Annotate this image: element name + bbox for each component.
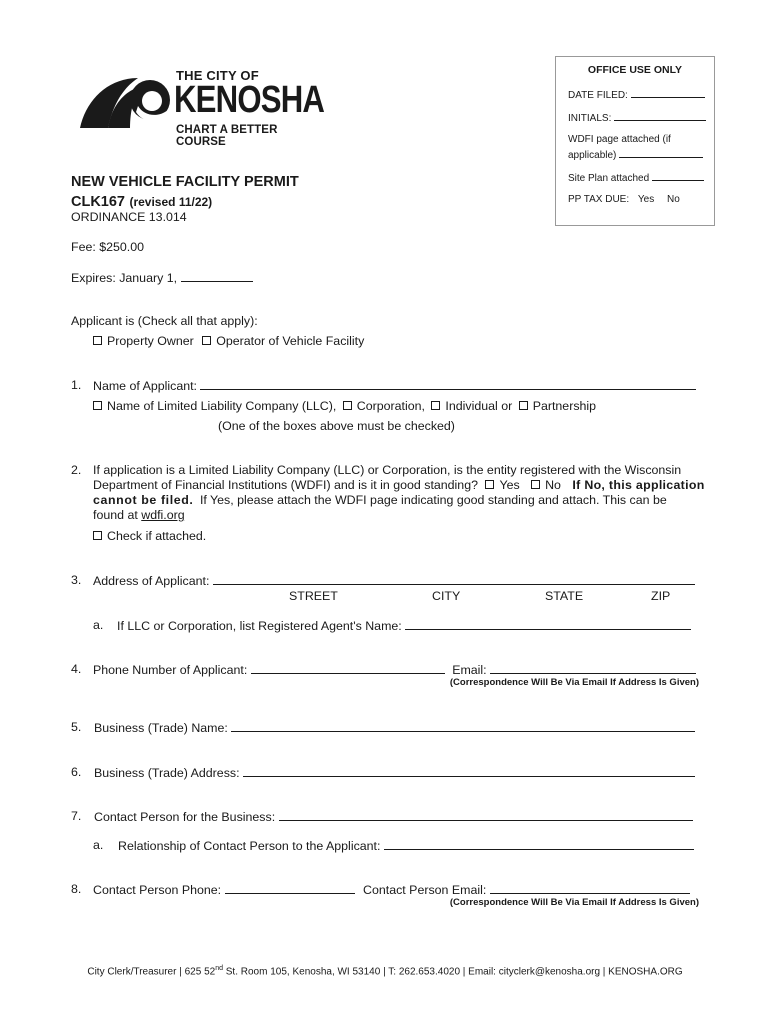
q7a-label: Relationship of Contact Person to the Applicant: (118, 839, 381, 853)
form-code: CLK167 (71, 194, 125, 210)
check-if-attached-label: Check if attached. (107, 529, 207, 543)
trade-name-field[interactable] (231, 720, 695, 732)
logo-line-3: CHART A BETTER COURSE (176, 124, 278, 148)
form-revised: (revised 11/22) (129, 195, 213, 209)
site-plan-field[interactable] (652, 171, 704, 181)
q2-warning-a: If No, this application (572, 478, 705, 492)
contact-relationship-field[interactable] (384, 838, 694, 850)
q2-found-at: found at (93, 508, 138, 522)
q2-attach-text: If Yes, please attach the WDFI page indicating good standing and attach. This can be (199, 493, 667, 507)
q1-label: Name of Applicant: (93, 379, 198, 393)
expires-label: Expires: January 1, (71, 271, 178, 285)
wdfi-link[interactable]: wdfi.org (141, 508, 185, 522)
contact-person-field[interactable] (279, 809, 693, 821)
corporation-checkbox[interactable] (343, 401, 352, 410)
q2-line-4 (93, 508, 185, 522)
applicant-name-field[interactable] (200, 378, 696, 390)
q4-row (93, 662, 696, 677)
q2-warning-b: cannot be filed. (93, 493, 194, 507)
logo-line-2: KENOSHA (174, 79, 325, 121)
wdfi-yes-checkbox[interactable] (485, 480, 494, 489)
q2-question: Department of Financial Institutions (WDFI) and is it in good standing? (93, 478, 478, 492)
kenosha-logo (78, 68, 328, 148)
contact-email-field[interactable] (490, 882, 690, 894)
footer-part-1: City Clerk/Treasurer | 625 52 (87, 966, 216, 978)
pp-tax-label: PP TAX DUE: (568, 194, 630, 205)
wdfi-yes-label: Yes (499, 478, 520, 492)
site-plan-row (568, 171, 704, 184)
q6-number: 6. (71, 765, 82, 779)
office-use-box (555, 56, 715, 226)
q2-line-1: If application is a Limited Liability Company (LLC) or Corporation, is the entity registered with the Wisconsin (93, 463, 682, 477)
q3a-row (117, 618, 691, 633)
applicant-address-field[interactable] (213, 573, 695, 585)
individual-label: Individual or (445, 399, 513, 413)
footer (0, 965, 770, 977)
q6-label: Business (Trade) Address: (94, 766, 240, 780)
address-city-label: CITY (432, 589, 461, 603)
date-filed-row (568, 88, 705, 101)
wdfi-row-1: WDFI page attached (if (568, 134, 671, 145)
q8-row (93, 882, 690, 897)
trade-address-field[interactable] (243, 765, 695, 777)
operator-label: Operator of Vehicle Facility (216, 334, 365, 348)
q5-number: 5. (71, 720, 82, 734)
llc-checkbox[interactable] (93, 401, 102, 410)
initials-row (568, 111, 706, 124)
q7-number: 7. (71, 809, 82, 823)
q6-row (94, 765, 695, 780)
date-filed-field[interactable] (631, 88, 705, 98)
fee: Fee: $250.00 (71, 240, 145, 254)
q3-label: Address of Applicant: (93, 574, 210, 588)
logo-line-1: THE CITY OF (176, 68, 259, 83)
q7-row (94, 809, 693, 824)
q4-email-label: Email: (452, 663, 487, 677)
q7a-letter: a. (93, 838, 104, 852)
q1-entity-options (93, 399, 596, 413)
date-filed-label: DATE FILED: (568, 90, 628, 101)
q8-note: (Correspondence Will Be Via Email If Address Is Given) (449, 897, 699, 908)
applicant-is-options (93, 334, 364, 348)
pp-tax-no[interactable]: No (667, 194, 680, 205)
q7-label: Contact Person for the Business: (94, 810, 276, 824)
q3a-letter: a. (93, 618, 104, 632)
q4-note: (Correspondence Will Be Via Email If Address Is Given) (449, 677, 699, 688)
pp-tax-yes[interactable]: Yes (637, 194, 655, 205)
q1-row (93, 378, 696, 393)
applicant-phone-field[interactable] (251, 662, 445, 674)
q4-number: 4. (71, 662, 82, 676)
applicant-is-label: Applicant is (Check all that apply): (71, 314, 258, 328)
q4-label: Phone Number of Applicant: (93, 663, 248, 677)
wdfi-row-2 (568, 148, 703, 161)
property-owner-checkbox[interactable] (93, 336, 102, 345)
applicant-email-field[interactable] (490, 662, 696, 674)
wdfi-field[interactable] (619, 148, 703, 158)
individual-checkbox[interactable] (431, 401, 440, 410)
address-zip-label: ZIP (651, 589, 671, 603)
operator-checkbox[interactable] (202, 336, 211, 345)
q1-number: 1. (71, 378, 82, 392)
q8-label: Contact Person Phone: (93, 883, 222, 897)
partnership-checkbox[interactable] (519, 401, 528, 410)
q3-number: 3. (71, 573, 82, 587)
pp-tax-row (568, 194, 680, 205)
initials-label: INITIALS: (568, 113, 612, 124)
footer-sup: nd (215, 965, 223, 972)
q5-label: Business (Trade) Name: (94, 721, 228, 735)
site-plan-label: Site Plan attached (568, 173, 650, 184)
contact-phone-field[interactable] (225, 882, 355, 894)
partnership-label: Partnership (532, 399, 597, 413)
form-title: NEW VEHICLE FACILITY PERMIT (71, 174, 299, 190)
q2-line-2 (93, 478, 705, 492)
q3a-label: If LLC or Corporation, list Registered Agent's Name: (117, 619, 402, 633)
form-code-line (71, 193, 212, 211)
address-street-label: STREET (289, 589, 338, 603)
footer-part-2: St. Room 105, Kenosha, WI 53140 | T: 262.653.4020 | Email: cityclerk@kenosha.org | KENOSHA.ORG (222, 966, 683, 978)
q5-row (94, 720, 695, 735)
expires-row (71, 270, 253, 285)
office-use-title: OFFICE USE ONLY (587, 64, 683, 76)
property-owner-label: Property Owner (107, 334, 194, 348)
q8-number: 8. (71, 882, 82, 896)
q8-email-label: Contact Person Email: (363, 883, 487, 897)
expires-field[interactable] (181, 270, 253, 282)
check-if-attached-checkbox[interactable] (93, 531, 102, 540)
registered-agent-field[interactable] (405, 618, 691, 630)
q7a-row (118, 838, 694, 853)
wdfi-no-label: No (545, 478, 561, 492)
q2-number: 2. (71, 463, 82, 477)
q3-row (93, 573, 695, 588)
wave-logo-icon (78, 70, 174, 142)
q2-check-row (93, 529, 206, 543)
q2-line-3 (93, 493, 667, 507)
corporation-label: Corporation, (356, 399, 425, 413)
q1-note: (One of the boxes above must be checked) (218, 419, 455, 433)
wdfi-label: applicable) (568, 150, 617, 161)
address-state-label: STATE (545, 589, 584, 603)
ordinance: ORDINANCE 13.014 (71, 210, 187, 224)
initials-field[interactable] (614, 111, 706, 121)
wdfi-no-checkbox[interactable] (531, 480, 540, 489)
llc-label: Name of Limited Liability Company (LLC), (107, 399, 337, 413)
